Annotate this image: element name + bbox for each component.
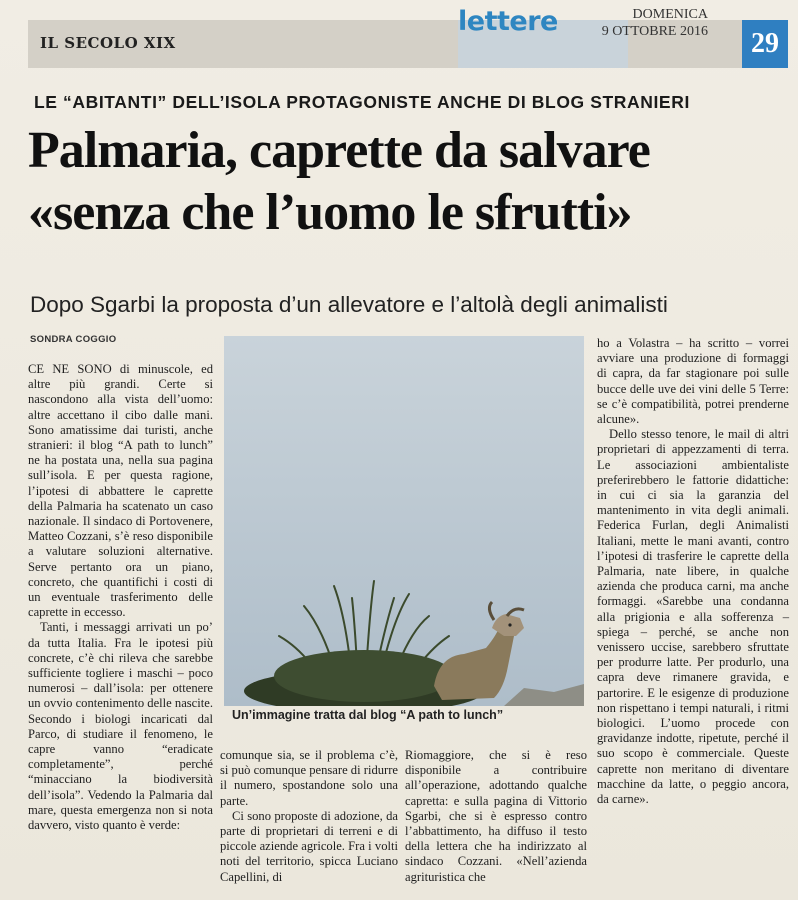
date-block xyxy=(598,6,708,40)
page-number-badge: 29 xyxy=(742,20,788,68)
text-column-2 xyxy=(220,748,398,885)
date-day: DOMENICA xyxy=(632,7,708,22)
article-byline: SONDRA COGGIO xyxy=(30,334,117,345)
paragraph: Ci sono proposte di adozione, da parte di proprietari di terreni e di piccole aziende agricole. Fra i volti noti del territorio, spicca Luciano Capellini, di xyxy=(220,808,398,884)
headline-line-2: «senza che l’uomo le sfrutti» xyxy=(28,184,632,241)
headline-line-1: Palmaria, caprette da salvare xyxy=(28,122,650,179)
goat-photo xyxy=(224,336,584,706)
text-column-1 xyxy=(28,362,213,833)
article-kicker: LE “ABITANTI” DELL’ISOLA PROTAGONISTE ANCHE DI BLOG STRANIERI xyxy=(34,92,690,112)
masthead: IL SECOLO XIX xyxy=(40,34,176,52)
article-headline xyxy=(28,120,788,244)
paragraph: comunque sia, se il problema c’è, si può comunque pensare di ridurre il numero, spostandone solo una parte. xyxy=(220,748,399,808)
paragraph xyxy=(28,362,213,620)
paragraph: Tanti, i messaggi arrivati un po’ da tutta Italia. Fra le ipotesi più concrete, c’è chi rileva che sarebbe sufficiente togliere i maschi – poco numerosi – dall’isola: per ottenere un ovvio contenimento delle nascite. Secondo i biologi incaricati dal Parco, di studiare il fenomeno, le capre vanno “eradicate completamente”, perché “minacciano la biodiversità dell’isola”. Vedendo la Palmaria dal mare, questa emergenza non si nota davvero, visto quanto è verde: xyxy=(28,620,214,833)
goat-photo-illustration xyxy=(224,336,584,706)
paragraph-text: di minuscole, ed altre più grandi. Certe si nascondono alla vista dell’uomo: altre accettano il cibo dalle mani. Sono amatissime dai turisti, anche stranieri: il blog “A path to lunch” ne ha postata una, nella sua pagina sull’isola. E per questa ragione, l’ipotesi di abbattere le caprette della Palmaria ha scatenato un caso nazionale. Il sindaco di Portovenere, Matteo Cozzani, s’è reso disponibile a valutare soluzioni alternative. Serve pertanto ora un piano, concreto, che quantifichi i costi di un eventuale trasferimento delle caprette in eccesso. xyxy=(28,362,214,620)
photo-caption: Un’immagine tratta dal blog “A path to lunch” xyxy=(232,708,504,722)
date-full: 9 OTTOBRE 2016 xyxy=(601,24,708,39)
paragraph: Riomaggiore, che si è reso disponibile a contribuire all’operazione, adottando qualche capretta: e sulla pagina di Vittorio Sgarbi, che si è espresso contro l’abbattimento, ha diffuso il testo della lettera che ha indirizzato al sindaco Cozzani. «Nell’azienda agrituristica che xyxy=(405,748,587,884)
text-column-4 xyxy=(597,336,789,807)
paragraph: Dello stesso tenore, le mail di altri proprietari di appezzamenti di terra. Le associazioni ambientaliste preferirebbero le fattorie didattiche: in cui ci sia la garanzia del mantenimento in vita degli animali. Federica Furlan, degli Animalisti Italiani, mette le mani avanti, contro l’ipotesi di trasferire le caprette della Palmaria, nate libere, in qualche azienda che produca carni, ma anche formaggi. «Sarebbe una condanna alla prigionia e alla sofferenza – spiega – perché, se anche non venissero uccise, sarebbero sfruttate per produrre latte. Per produrlo, una capra deve rimanere gravida, e partorire. E le esigenze di produzione non rispettano i tempi naturali, i ritmi biologici. L’uomo procede con gravidanze indotte, ripetute, perché il suo scopo è commerciale. Queste caprette non meritano di diventare macchine da latte, o peggio ancora, da carne». xyxy=(597,427,789,807)
paragraph: ho a Volastra – ha scritto – vorrei avviare una produzione di formaggi di capra, da far stagionare poi sulle bucce delle uve dei vini delle 5 Terre: se c’è compatibilità, potrei prenderne alcune». xyxy=(597,336,789,427)
text-column-3 xyxy=(405,748,587,885)
section-name: lettere xyxy=(458,6,558,37)
lead-in: CE NE SONO xyxy=(28,362,112,376)
article-subhead: Dopo Sgarbi la proposta d’un allevatore e l’altolà degli animalisti xyxy=(30,292,668,317)
